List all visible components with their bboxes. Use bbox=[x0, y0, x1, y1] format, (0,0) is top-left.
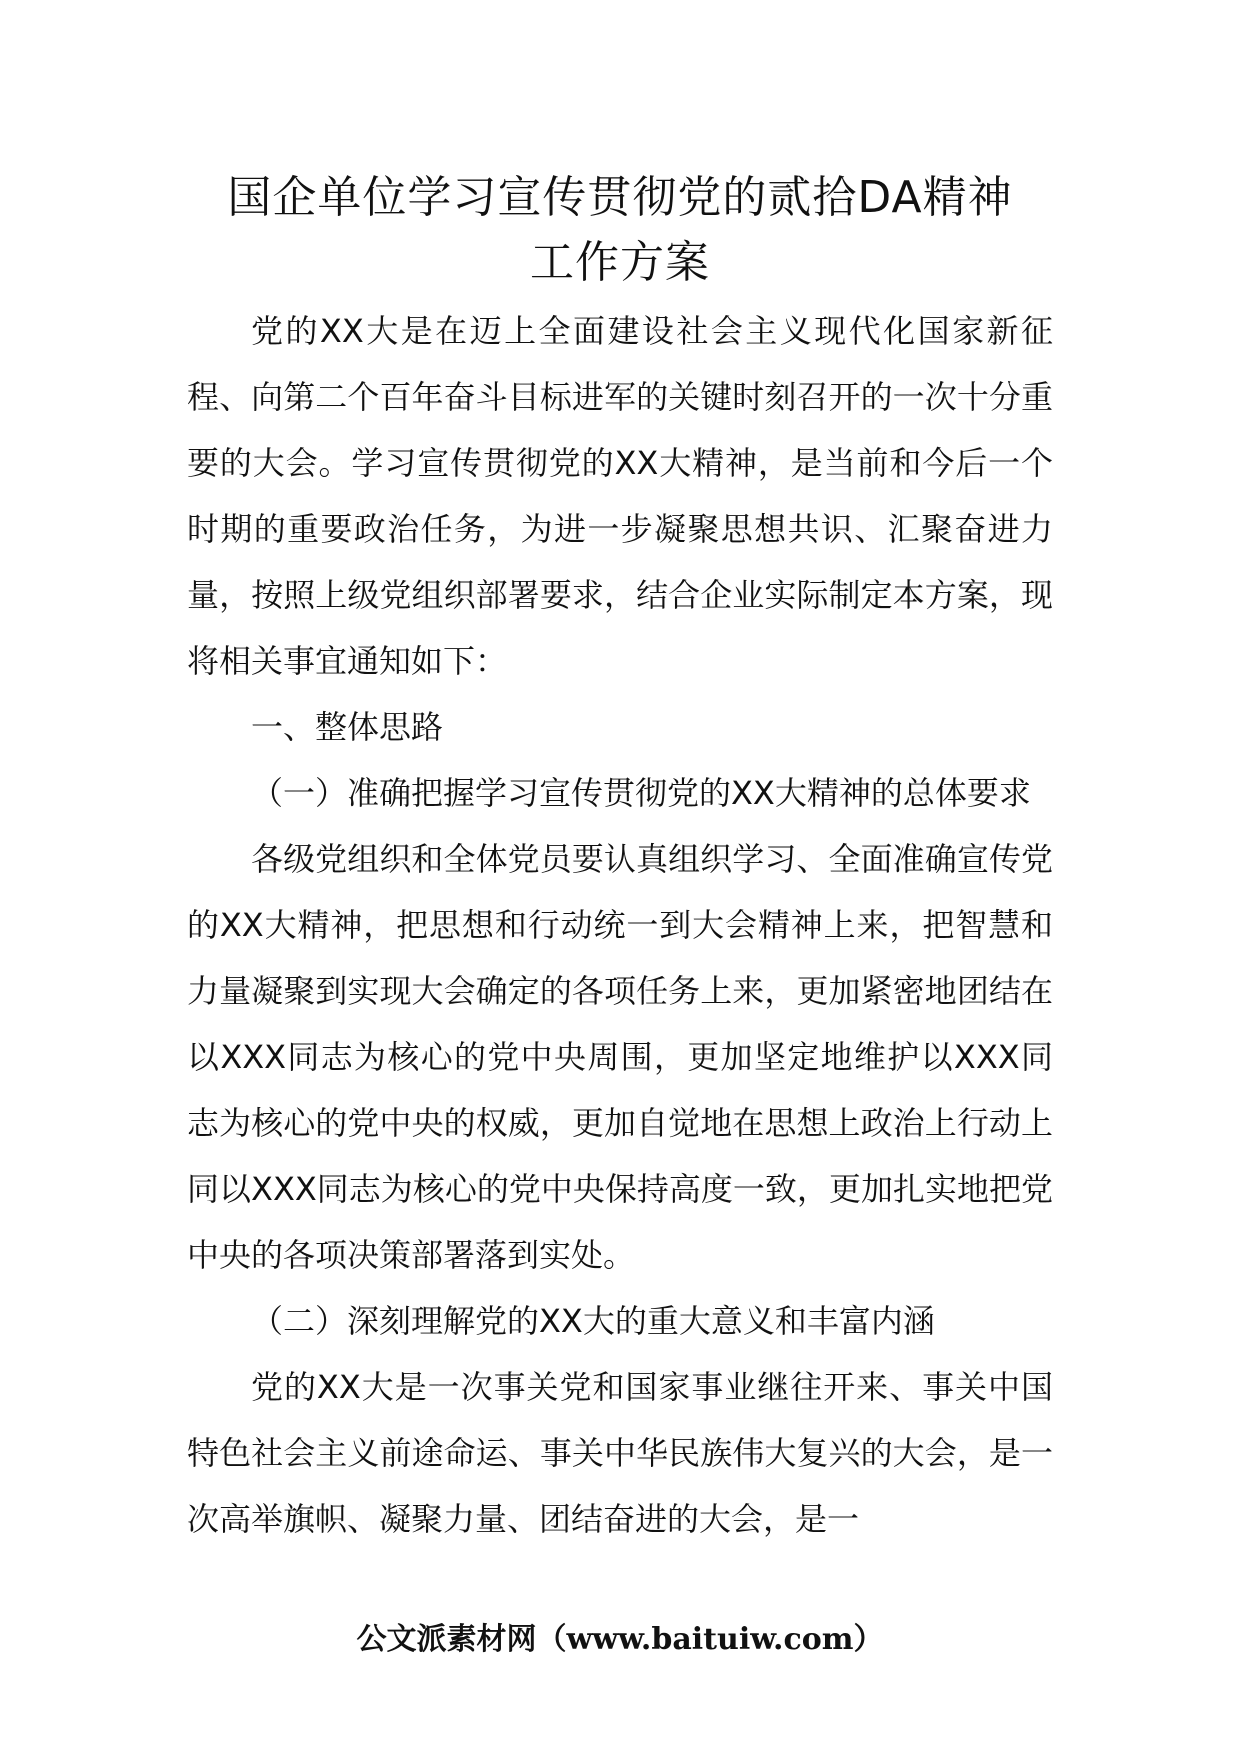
footer-watermark: 公文派素材网（www.baituiw.com） bbox=[356, 1622, 884, 1657]
subsection-heading-2: （二）深刻理解党的XX大的重大意义和丰富内涵 bbox=[251, 1302, 935, 1340]
intro-paragraph: 党的XX大是在迈上全面建设社会主义现代化国家新征程、向第二个百年奋斗目标进军的关键时刻召开的一次十分重要的大会。学习宣传贯彻党的XX大精神，是当前和今后一个时期的重要政治任务，为进一步凝聚思想共识、汇聚奋进力量，按照上级党组织部署要求，结合企业实际制定本方案，现将相关事宜通知如下： bbox=[187, 312, 1053, 680]
document-title-line-2: 工作方案 bbox=[530, 237, 710, 288]
body-paragraph-2: 党的XX大是一次事关党和国家事业继往开来、事关中国特色社会主义前途命运、事关中华民族伟大复兴的大会，是一次高举旗帜、凝聚力量、团结奋进的大会，是一 bbox=[187, 1368, 1053, 1538]
subsection-heading-1: （一）准确把握学习宣传贯彻党的XX大精神的总体要求 bbox=[251, 774, 1031, 812]
section-heading-1: 一、整体思路 bbox=[251, 708, 444, 746]
body-paragraph-1: 各级党组织和全体党员要认真组织学习、全面准确宣传党的XX大精神，把思想和行动统一到大会精神上来，把智慧和力量凝聚到实现大会确定的各项任务上来，更加紧密地团结在以XXX同志为核心的党中央周围，更加坚定地维护以XXX同志为核心的党中央的权威，更加自觉地在思想上政治上行动上同以XXX同志为核心的党中央保持高度一致，更加扎实地把党中央的各项决策部署落到实处。 bbox=[187, 840, 1053, 1274]
document-body bbox=[187, 298, 1053, 1552]
document-title-line-1: 国企单位学习宣传贯彻党的贰拾DA精神 bbox=[227, 172, 1013, 223]
